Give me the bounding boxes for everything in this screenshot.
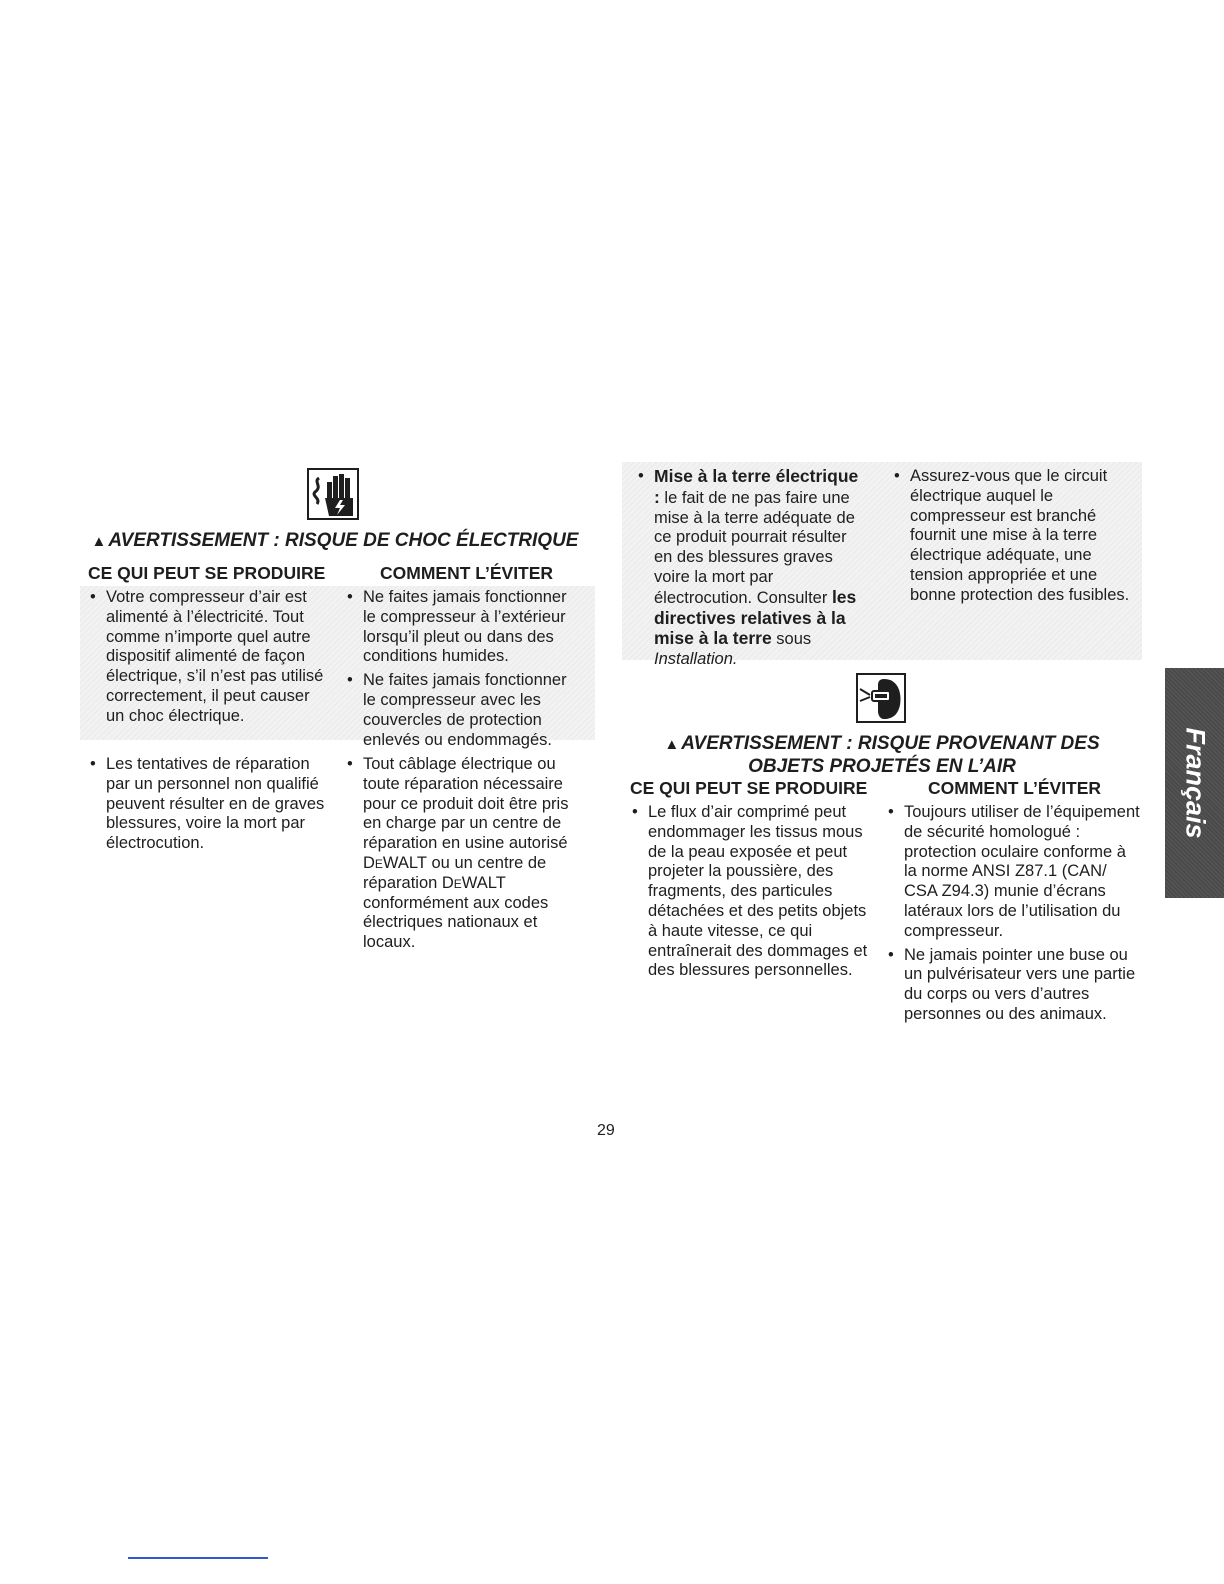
right-col2-block bbox=[886, 803, 1141, 1025]
left-col1-block bbox=[88, 755, 333, 854]
electric-shock-hazard-icon bbox=[307, 468, 359, 520]
warning-title-text: AVERTISSEMENT : RISQUE DE CHOC ÉLECTRIQUE bbox=[108, 530, 579, 551]
list-item: • Les tentatives de réparation par un personnel non qualifié peuvent résulter en de graves blessures, voire la mort par électrocution. bbox=[88, 755, 333, 854]
brand-dewalt: DeWALT bbox=[441, 873, 506, 892]
column-header-what-can-happen: CE QUI PEUT SE PRODUIRE bbox=[88, 563, 326, 583]
language-tab-label: Français bbox=[1180, 727, 1210, 839]
installation-italic: Installation. bbox=[654, 650, 738, 669]
list-item: • Toujours utiliser de l’équipement de sécurité homologué : protection oculaire conforme à la norme ANSI Z87.1 (CAN/ CSA Z94.3) munie d’écrans latéraux lors de l’utilisation du compresseur. bbox=[886, 803, 1141, 942]
language-side-tab bbox=[1165, 668, 1224, 898]
grounding-bold-label: Mise à la terre électrique : bbox=[654, 466, 859, 507]
page-number: 29 bbox=[597, 1122, 615, 1139]
brand-dewalt: DeWALT bbox=[363, 853, 427, 872]
right-col1-block bbox=[630, 803, 870, 981]
list-item-text: le fait de ne pas faire une mise à la terre adéquate de ce produit pourrait résulter en des blessures graves voire la mort par électrocution. Consulter bbox=[654, 488, 855, 607]
warning-triangle-icon: ▲ bbox=[664, 736, 680, 753]
column-header-how-to-avoid: COMMENT L’ÉVITER bbox=[380, 563, 554, 583]
list-item-text: sous bbox=[771, 630, 812, 649]
left-col2-block-shaded bbox=[345, 588, 580, 750]
warning-title-text: AVERTISSEMENT : RISQUE PROVENANT DES bbox=[681, 733, 1100, 754]
list-item-text: Tout câblage électrique ou toute réparation nécessaire pour ce produit doit être pris en charge par un centre de réparation en usine autorisé bbox=[363, 755, 569, 853]
right-top-col1-block bbox=[636, 467, 861, 670]
list-item-text: conformément aux codes électriques nationaux et locaux. bbox=[363, 893, 549, 952]
warning-title-flying-objects bbox=[622, 733, 1142, 778]
list-item: • Ne faites jamais fonctionner le compresseur avec les couvercles de protection enlevés ou endommagés. bbox=[345, 671, 580, 750]
list-item bbox=[636, 467, 861, 670]
eye-protection-icon bbox=[856, 673, 906, 723]
list-item bbox=[345, 755, 580, 953]
list-item: • Le flux d’air comprimé peut endommager les tissus mous de la peau exposée et peut projeter la poussière, des fragments, des particules détachées et des petits objets à haute vitesse, ce qui entraînerait des dommages et des blessures personnelles. bbox=[630, 803, 870, 981]
grounding-guidelines-bold: les directives relatives à la mise à la terre bbox=[654, 586, 857, 649]
list-item: • Ne faites jamais fonctionner le compresseur à l’extérieur lorsqu’il pleut ou dans des conditions humides. bbox=[345, 588, 580, 667]
list-item-text: ou un centre de réparation bbox=[363, 853, 547, 892]
warning-title-electric-shock bbox=[80, 530, 590, 553]
list-item: • Ne jamais pointer une buse ou un pulvérisateur vers une partie du corps ou vers d’autres personnes ou des animaux. bbox=[886, 946, 1141, 1025]
left-col2-block bbox=[345, 755, 580, 953]
warning-triangle-icon: ▲ bbox=[91, 533, 107, 550]
list-item: • Assurez-vous que le circuit électrique auquel le compresseur est branché fournit une mise à la terre électrique adéquate, une tension appropriée et une bonne protection des fusibles. bbox=[892, 467, 1137, 606]
left-col1-block-shaded bbox=[88, 588, 328, 727]
warning-title-line bbox=[622, 733, 1142, 756]
footer-rule bbox=[128, 1557, 268, 1559]
column-header-what-can-happen: CE QUI PEUT SE PRODUIRE bbox=[630, 778, 868, 798]
list-item: • Votre compresseur d’air est alimenté à l’électricité. Tout comme n’importe quel autre dispositif alimenté de façon électrique, s’il n’est pas utilisé correctement, il peut causer un choc électrique. bbox=[88, 588, 328, 727]
warning-title-line: OBJETS PROJETÉS EN L’AIR bbox=[748, 756, 1016, 777]
column-header-how-to-avoid: COMMENT L’ÉVITER bbox=[928, 778, 1102, 798]
right-top-col2-block bbox=[892, 467, 1137, 606]
